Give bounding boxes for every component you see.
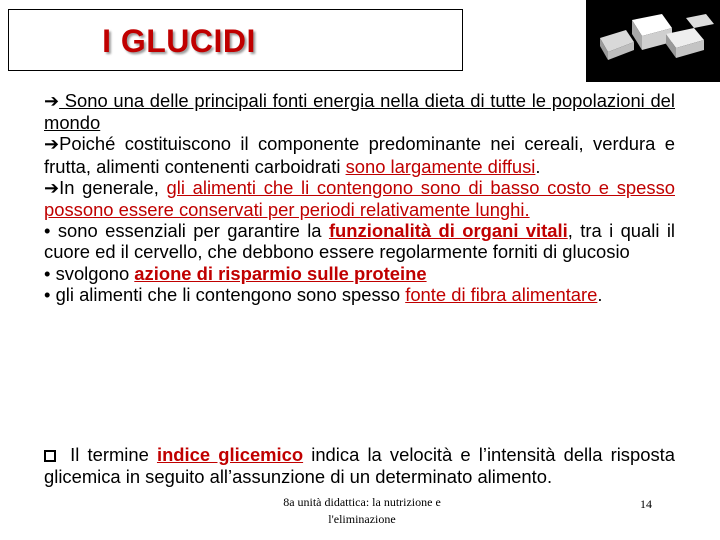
paragraph-2-text: Poiché costituiscono il componente predominante nei cereali, verdura e frutta, alimenti contenenti carboidrati — [44, 133, 675, 177]
link-alimenti-basso-costo[interactable]: gli alimenti che li contengono sono di basso costo e spesso possono essere conservati per periodi relativamente lunghi. — [44, 176, 675, 221]
paragraph-6-end: . — [597, 283, 603, 305]
paragraph-3 — [44, 177, 675, 220]
term-paragraph — [44, 444, 675, 488]
link-funzionalita-organi-vitali[interactable]: funzionalità di organi vitali — [328, 220, 568, 242]
bullet: • — [44, 283, 51, 305]
paragraph-4-text: sono essenziali per garantire la — [50, 220, 329, 242]
footer — [262, 494, 462, 528]
paragraph-1 — [44, 90, 675, 133]
link-sono-largamente-diffusi[interactable]: sono largamente diffusi — [345, 155, 536, 177]
paragraph-1-text: Sono una delle principali fonti energia nella dieta di tutte le popolazioni del mondo — [44, 90, 675, 134]
bullet: • — [44, 220, 51, 242]
main-text — [44, 90, 675, 305]
paragraph-2 — [44, 133, 675, 176]
footer-line-1: 8a unità didattica: la nutrizione e — [283, 495, 441, 509]
paragraph-5-text: svolgono — [50, 262, 135, 284]
paragraph-6-text: gli alimenti che li contengono sono spesso — [50, 283, 406, 305]
bullet: • — [44, 262, 51, 284]
link-fonte-fibra[interactable]: fonte di fibra alimentare — [405, 283, 598, 305]
sugar-cubes-icon — [586, 0, 720, 82]
title-box — [8, 9, 463, 71]
page-title: I GLUCIDI — [102, 23, 256, 59]
glycemic-index-note — [44, 444, 675, 488]
paragraph-2-end: . — [535, 155, 541, 177]
footer-line-2: l'eliminazione — [328, 512, 396, 526]
link-risparmio-proteine[interactable]: azione di risparmio sulle proteine — [134, 262, 427, 284]
paragraph-4-text-end: , tra i quali il cuore ed il cervello, che debbono essere regolarmente forniti di glucosio — [44, 220, 675, 263]
arrow-icon: ➔ — [44, 134, 60, 155]
paragraph-5 — [44, 263, 675, 284]
paragraph-4 — [44, 220, 675, 262]
checkbox-bullet-icon — [44, 450, 56, 462]
arrow-icon: ➔ — [44, 177, 60, 198]
term-text: Il termine — [62, 444, 157, 465]
term-text-end: indica la velocità e l’intensità della risposta glicemica in seguito all’assunzione di un determinato alimento. — [44, 444, 675, 487]
page-number: 14 — [640, 497, 652, 511]
arrow-icon: ➔ — [44, 91, 60, 111]
paragraph-6 — [44, 284, 675, 305]
paragraph-3-text: In generale, — [59, 176, 167, 198]
link-indice-glicemico[interactable]: indice glicemico — [156, 444, 304, 465]
sugar-cubes-image — [586, 0, 720, 82]
